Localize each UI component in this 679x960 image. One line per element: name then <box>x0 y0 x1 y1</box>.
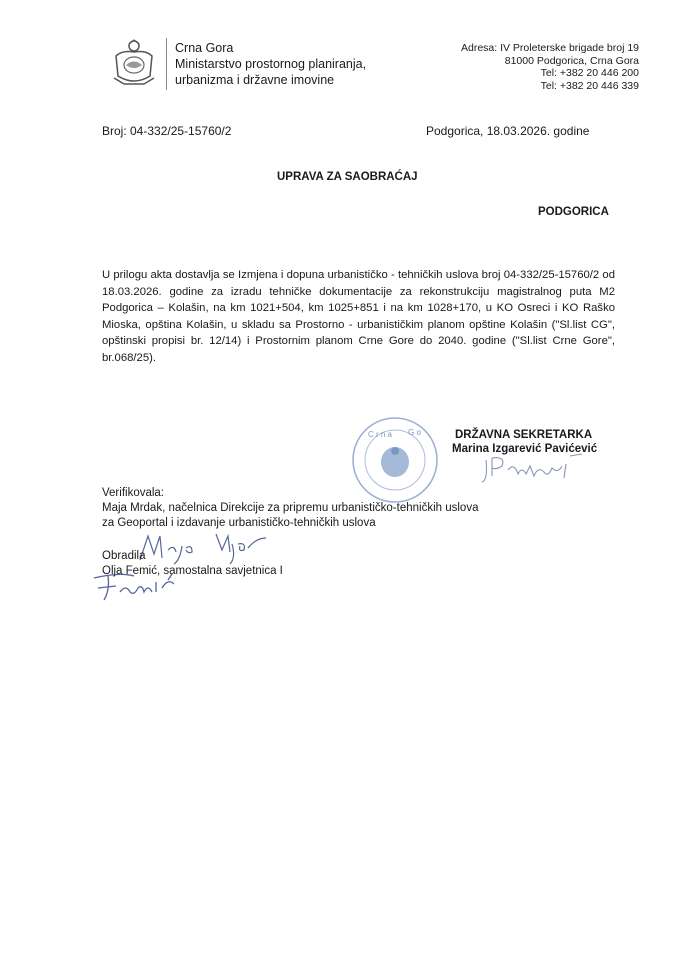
body-paragraph: U prilogu akta dostavlja se Izmjena i dopuna urbanističko - tehničkih uslova broj 04-332/25-15760/2 od 18.03.2026. godine za izradu tehničke dokumentacije za rekonstrukciju magistralnog puta M2 Podgorica – Kolašin, na km 1021+504, km 1025+851 i na km 1028+170, u KO Osreci i KO Raško Mioska, opština Kolašin, u skladu sa Prostorno - urbanističkim planom opštine Kolašin ("Sl.list CG", opštinski propisi br. 12/14) i Prostornim planom Crne Gore do 2040. godine ("Sl.list Crne Gore", br.068/25). <box>102 269 615 364</box>
header-divider <box>166 38 167 90</box>
verification-block <box>102 486 478 531</box>
prepared-label: Obradila <box>102 550 146 562</box>
recipient-name: UPRAVA ZA SAOBRAĆAJ <box>277 171 418 183</box>
org-ministry-cont: urbanizma i državne imovine <box>175 73 335 87</box>
verifier-line-1: Maja Mrdak, načelnica Direkcije za pripremu urbanističko-tehničkih uslova <box>102 502 479 514</box>
address-city: 81000 Podgorica, Crna Gora <box>504 54 639 67</box>
recipient-city: PODGORICA <box>538 206 609 218</box>
handwritten-signature-icon <box>478 452 588 486</box>
organization-name <box>175 40 366 88</box>
handwritten-signature-icon <box>90 570 180 602</box>
document-date: Podgorica, 18.03.2026. godine <box>426 124 590 138</box>
svg-text:G o: G o <box>408 428 421 437</box>
verifier-line-2: za Geoportal i izdavanje urbanističko-tehničkih uslova <box>102 517 376 529</box>
signatory-name: Marina Izgarević Pavićević <box>452 443 598 455</box>
prepared-name: Olja Femić, samostalna savjetnica I <box>102 565 283 577</box>
signatory-title: DRŽAVNA SEKRETARKA <box>455 429 593 441</box>
svg-text:C r n a: C r n a <box>368 430 393 439</box>
phone-1: Tel: +382 20 446 200 <box>540 67 639 79</box>
coat-of-arms-icon <box>110 38 158 90</box>
verification-label: Verifikovala: <box>102 487 165 499</box>
phone-2: Tel: +382 20 446 339 <box>540 79 639 92</box>
org-country: Crna Gora <box>175 41 234 55</box>
document-number: Broj: 04-332/25-15760/2 <box>102 124 232 138</box>
address-line: Adresa: IV Proleterske brigade broj 19 <box>460 42 639 54</box>
address-block <box>461 42 639 92</box>
org-ministry: Ministarstvo prostornog planiranja, <box>175 57 367 71</box>
